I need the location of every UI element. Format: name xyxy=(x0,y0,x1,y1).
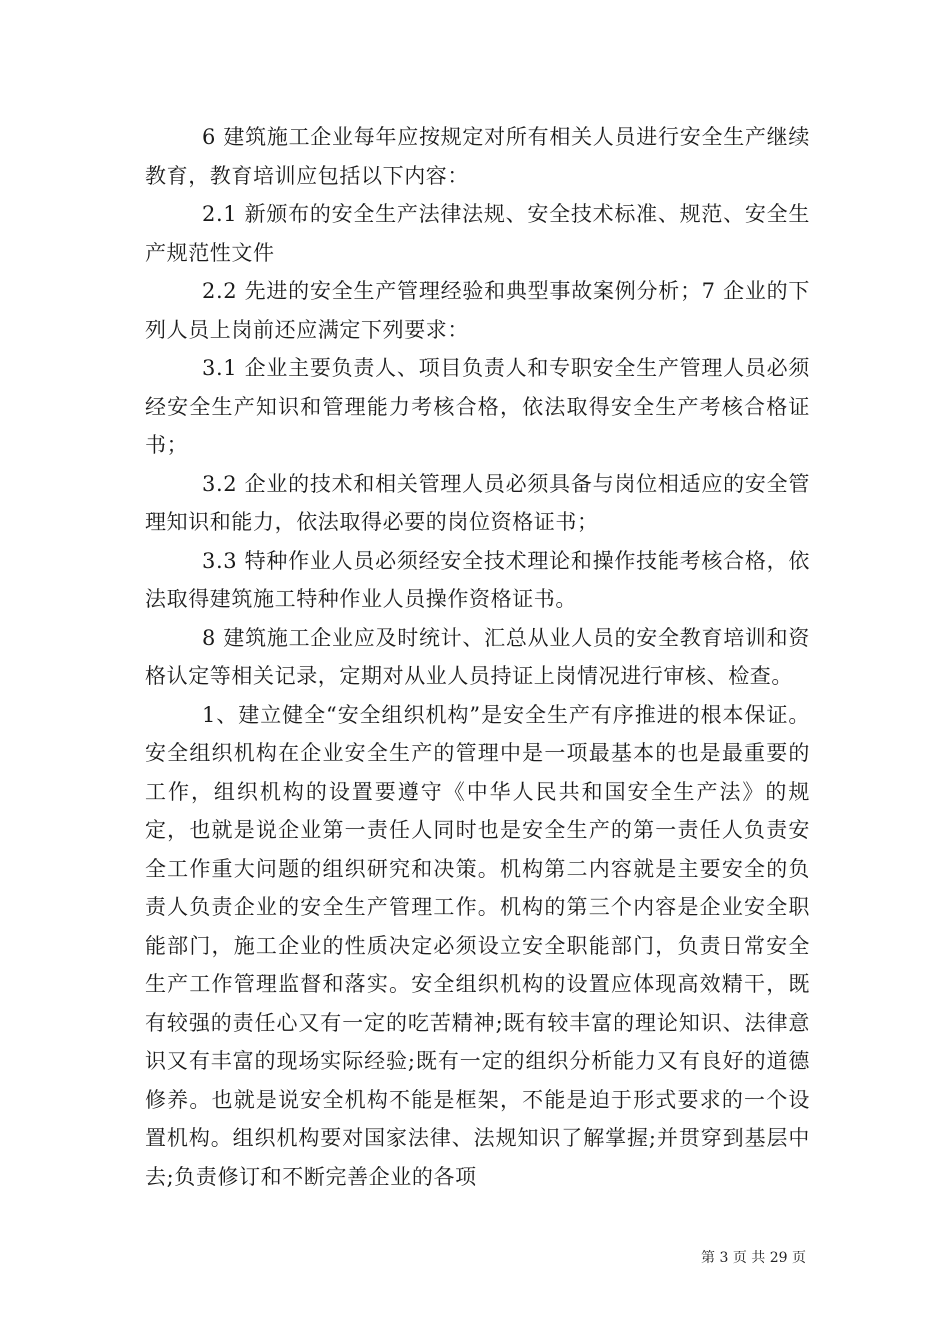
paragraph-item-2-2: 2.2 先进的安全生产管理经验和典型事故案例分析；7 企业的下列人员上岗前还应满定下列要求： xyxy=(145,279,810,342)
paragraph-item-3-3: 3.3 特种作业人员必须经安全技术理论和操作技能考核合格，依法取得建筑施工特种作业人员操作资格证书。 xyxy=(145,548,810,611)
page-footer xyxy=(0,1247,806,1267)
paragraph-item-2-1: 2.1 新颁布的安全生产法律法规、安全技术标准、规范、安全生产规范性文件 xyxy=(145,202,810,265)
paragraph-safety-organization: 1、建立健全“安全组织机构”是安全生产有序推进的根本保证。安全组织机构在企业安全生产的管理中是一项最基本的也是最重要的工作，组织机构的设置要遵守《中华人民共和国安全生产法》的规定，也就是说企业第一责任人同时也是安全生产的第一责任人负责安全工作重大问题的组织研究和决策。机构第二内容就是主要安全的负责人负责企业的安全生产管理工作。机构的第三个内容是企业安全职能部门，施工企业的性质决定必须设立安全职能部门，负责日常安全生产工作管理监督和落实。安全组织机构的设置应体现高效精干，既有较强的责任心又有一定的吃苦精神;既有较丰富的理论知识、法律意识又有丰富的现场实际经验;既有一定的组织分析能力又有良好的道德修养。也就是说安全机构不能是框架，不能是迫于形式要求的一个设置机构。组织机构要对国家法律、法规知识了解掌握;并贯穿到基层中去;负责修订和不断完善企业的各项 xyxy=(145,702,810,1189)
paragraph-item-3-2: 3.2 企业的技术和相关管理人员必须具备与岗位相适应的安全管理知识和能力，依法取得必要的岗位资格证书； xyxy=(145,471,810,534)
page-number: 第 3 页 共 29 页 xyxy=(701,1250,806,1266)
paragraph-records: 8 建筑施工企业应及时统计、汇总从业人员的安全教育培训和资格认定等相关记录，定期对从业人员持证上岗情况进行审核、检查。 xyxy=(145,625,810,688)
paragraph-item-3-1: 3.1 企业主要负责人、项目负责人和专职安全生产管理人员必须经安全生产知识和管理能力考核合格，依法取得安全生产考核合格证书； xyxy=(145,356,810,457)
document-body xyxy=(145,118,810,1196)
paragraph-continuing-education: 6 建筑施工企业每年应按规定对所有相关人员进行安全生产继续教育，教育培训应包括以下内容： xyxy=(145,125,810,188)
